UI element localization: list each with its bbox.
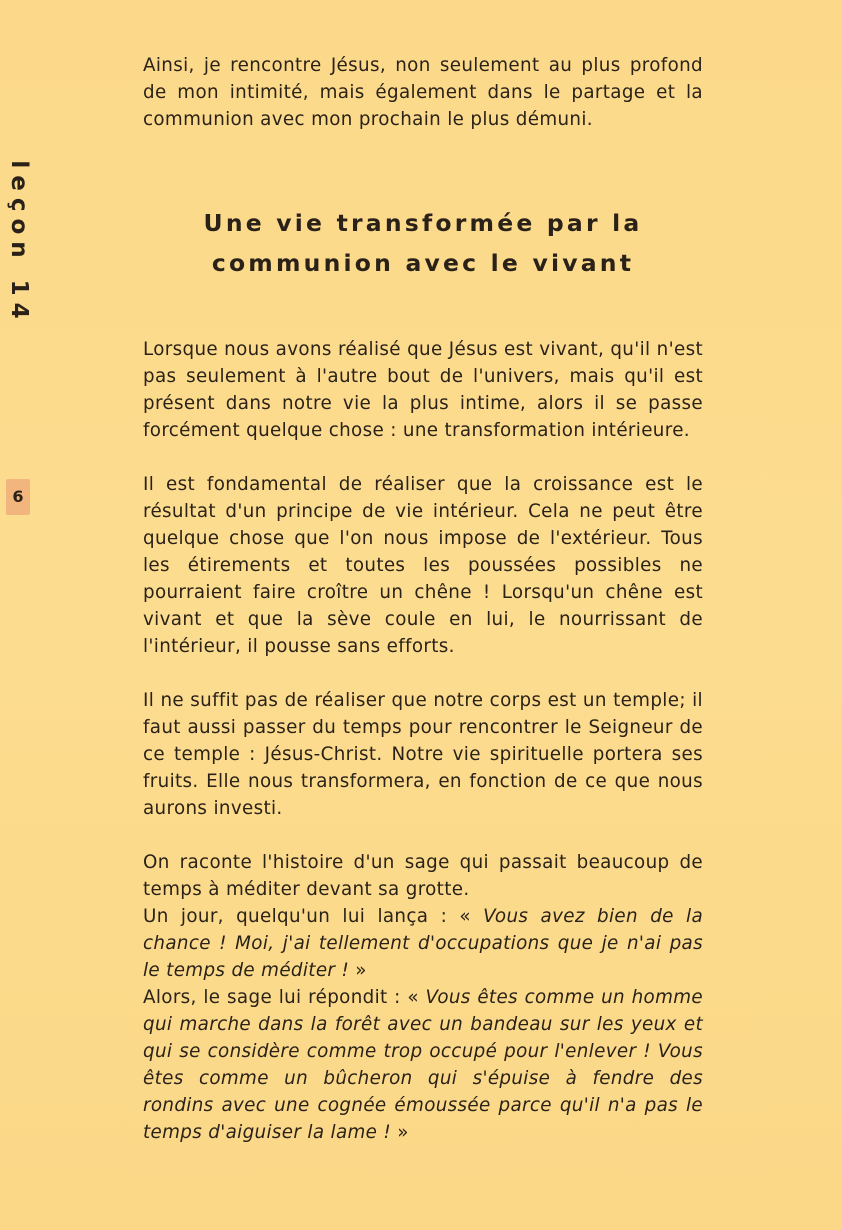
intro-paragraph: Ainsi, je rencontre Jésus, non seulement au plus profond de mon intimité, mais également dans le partage et la communion avec mon prochain le plus démuni. — [143, 55, 703, 130]
story-question — [143, 903, 703, 984]
story-question-suffix: » — [349, 960, 367, 981]
section-heading — [143, 203, 703, 283]
paragraph-1: Lorsque nous avons réalisé que Jésus est vivant, qu'il n'est pas seulement à l'autre bout de l'univers, mais qu'il est présent dans notre vie la plus intime, alors il se passe forcément quelque chose : une transformation intérieure. — [143, 339, 703, 441]
paragraph-3: Il ne suffit pas de réaliser que notre corps est un temple; il faut aussi passer du temps pour rencontrer le Seigneur de ce temple : Jésus-Christ. Notre vie spirituelle portera ses fruits. Elle nous transformera, en fonction de ce que nous aurons investi. — [143, 690, 703, 819]
lesson-label-text: leçon 14 — [6, 160, 32, 326]
story-answer-quote: Vous êtes comme un homme qui marche dans la forêt avec un bandeau sur les yeux et qui se considère comme trop occupé pour l'enlever ! Vous êtes comme un bûcheron qui s'épuise à fendre des rondins avec une cognée émoussée parce qu'il n'a pas le temps d'aiguiser la lame ! — [143, 987, 703, 1143]
section-heading-line-2: communion avec le vivant — [211, 249, 635, 277]
story-question-quote: Vous avez bien de la chance ! Moi, j'ai tellement d'occupations que je n'ai pas le temps de méditer ! — [143, 906, 703, 981]
section-heading-line-1: Une vie transformée par la — [203, 209, 643, 237]
paragraph-2: Il est fondamental de réaliser que la croissance est le résultat d'un principe de vie intérieur. Cela ne peut être quelque chose que l'on nous impose de l'extérieur. Tous les étirements et toutes les poussées possibles ne pourraient faire croître un chêne ! Lorsqu'un chêne est vivant et que la sève coule en lui, le nourrissant de l'intérieur, il pousse sans efforts. — [143, 474, 703, 657]
story-answer-suffix: » — [391, 1122, 409, 1143]
lesson-side-label — [4, 158, 34, 328]
story-answer-prefix: Alors, le sage lui répondit : « — [143, 987, 426, 1008]
content-column — [143, 52, 703, 1146]
story-intro: On raconte l'histoire d'un sage qui passait beaucoup de temps à méditer devant sa grotte. — [143, 852, 703, 900]
page-number-badge: 6 — [6, 479, 30, 515]
story-answer — [143, 984, 703, 1146]
story-question-prefix: Un jour, quelqu'un lui lança : « — [143, 906, 484, 927]
